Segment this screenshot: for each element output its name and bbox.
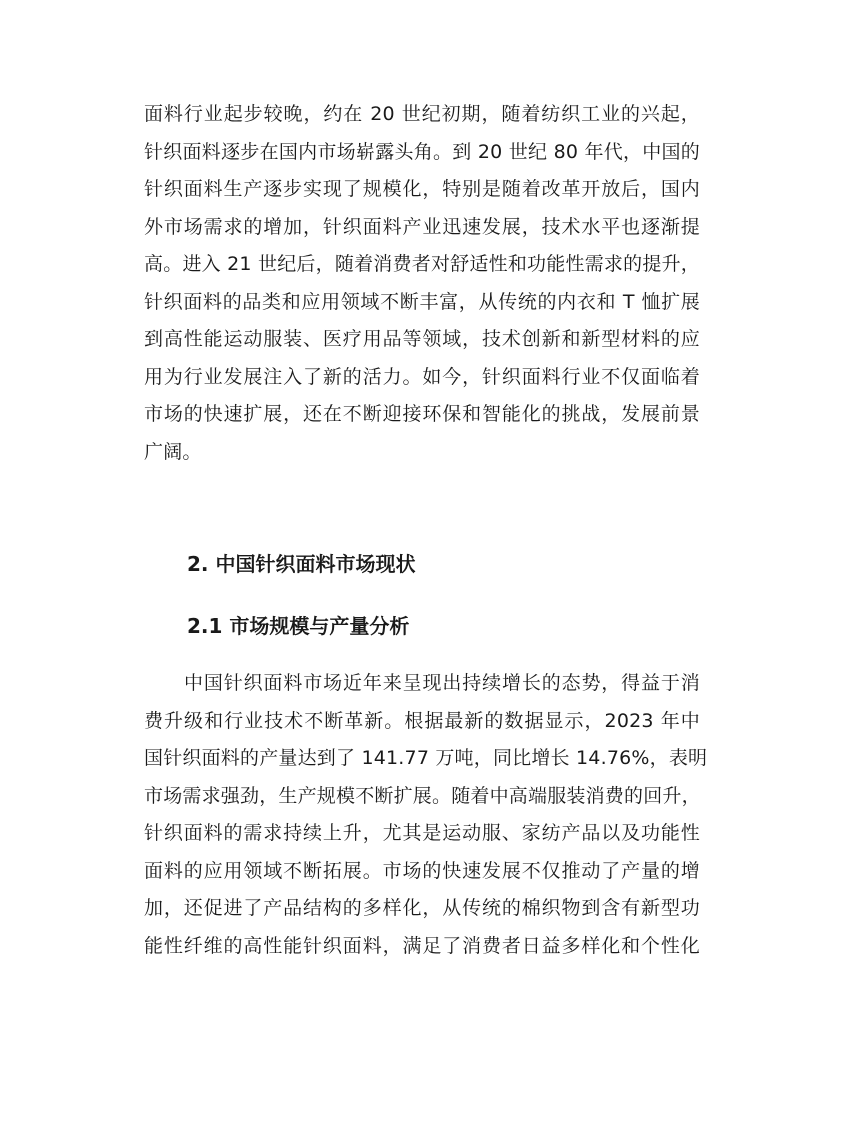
text-line: 加，还促进了产品结构的多样化，从传统的棉织物到含有新型功 — [144, 897, 700, 919]
text-line: 中国针织面料市场近年来呈现出持续增长的态势，得益于消 — [184, 672, 700, 694]
text-line: 针织面料逐步在国内市场崭露头角。到 20 世纪 80 年代，中国的 — [144, 140, 700, 163]
text-line: 针织面料生产逐步实现了规模化，特别是随着改革开放后，国内 — [144, 178, 700, 200]
text-line: 面料行业起步较晚，约在 20 世纪初期，随着纺织工业的兴起， — [144, 103, 700, 125]
text-line: 费升级和行业技术不断革新。根据最新的数据显示，2023 年中 — [144, 709, 700, 732]
text-line: 针织面料的品类和应用领域不断丰富，从传统的内衣和 T 恤扩展 — [144, 290, 700, 313]
text-line: 外市场需求的增加，针织面料产业迅速发展，技术水平也逐渐提 — [144, 215, 700, 238]
text-line: 能性纤维的高性能针织面料，满足了消费者日益多样化和个性化 — [144, 934, 700, 957]
text-line: 市场的快速扩展，还在不断迎接环保和智能化的挑战，发展前景 — [144, 403, 700, 425]
text-line: 高。进入 21 世纪后，随着消费者对舒适性和功能性需求的提升， — [144, 253, 700, 275]
section-heading-2-1: 2.1 市场规模与产量分析 — [187, 614, 410, 638]
paragraph-market-size — [144, 665, 708, 965]
text-line: 面料的应用领域不断拓展。市场的快速发展不仅推动了产量的增 — [144, 859, 700, 882]
text-line: 用为行业发展注入了新的活力。如今，针织面料行业不仅面临着 — [144, 365, 700, 388]
text-line: 广阔。 — [144, 440, 202, 463]
text-line: 针织面料的需求持续上升，尤其是运动服、家纺产品以及功能性 — [144, 822, 700, 844]
text-line: 到高性能运动服装、医疗用品等领域，技术创新和新型材料的应 — [144, 328, 700, 350]
text-line: 国针织面料的产量达到了 141.77 万吨，同比增长 14.76%，表明 — [144, 747, 708, 769]
text-line: 市场需求强劲，生产规模不断扩展。随着中高端服装消费的回升， — [144, 784, 701, 807]
paragraph-industry-history — [144, 96, 700, 471]
section-heading-2: 2. 中国针织面料市场现状 — [187, 552, 416, 576]
